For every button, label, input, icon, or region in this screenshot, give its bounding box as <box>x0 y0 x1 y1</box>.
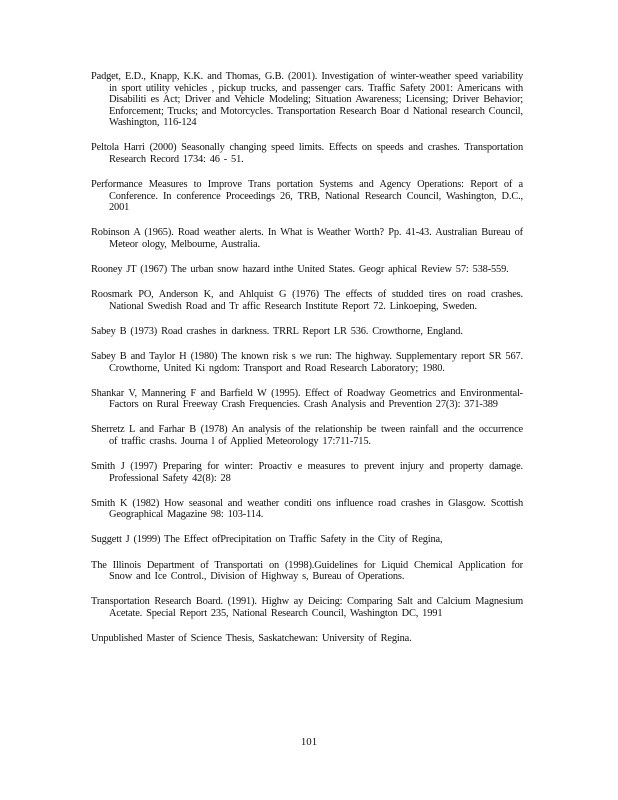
reference-entry: The Illinois Department of Transportati on (1998).Guidelines for Liquid Chemical Application for Snow and Ice Control., Division of Highway s, Bureau of Operations. <box>91 559 523 583</box>
reference-entry: Padget, E.D., Knapp, K.K. and Thomas, G.B. (2001). Investigation of winter-weather speed variability in sport utility vehicles , pickup trucks, and passenger cars. Traffic Safety 2001: Americans with Disabiliti es Act; Driver and Vehicle Modeling; Situation Awareness; Licensing; Driver Behavior; Enforcement; Trucks; and Motorcycles. Transportation Research Boar d National research Council, Washington, 116-124 <box>91 71 523 129</box>
reference-entry: Performance Measures to Improve Trans portation Systems and Agency Operations: Report of a Conference. In conference Proceedings 26, TRB, National Research Council, Washington, D.C., 2001 <box>91 179 523 214</box>
page-number: 101 <box>300 736 318 748</box>
reference-entry: Robinson A (1965). Road weather alerts. In What is Weather Worth? Pp. 41-43. Australian Bureau of Meteor ology, Melbourne, Australia. <box>91 227 523 251</box>
reference-entry: Rooney JT (1967) The urban snow hazard inthe United States. Geogr aphical Review 57: 538-559. <box>91 264 509 276</box>
reference-entry: Shankar V, Mannering F and Barfield W (1995). Effect of Roadway Geometrics and Environmental-Factors on Rural Freeway Crash Frequencies. Crash Analysis and Prevention 27(3): 371-389 <box>91 387 523 411</box>
reference-entry: Suggett J (1999) The Effect ofPrecipitation on Traffic Safety in the City of Regina, <box>91 534 443 546</box>
reference-entry: Smith J (1997) Preparing for winter: Proactiv e measures to prevent injury and property damage. Professional Safety 42(8): 28 <box>91 461 523 484</box>
reference-entry: Sabey B (1973) Road crashes in darkness. TRRL Report LR 536. Crowthorne, England. <box>91 325 463 337</box>
reference-entry: Smith K (1982) How seasonal and weather conditi ons influence road crashes in Glasgow. Scottish Geographical Magazine 98: 103-114. <box>91 497 523 521</box>
reference-entry: Transportation Research Board. (1991). Highw ay Deicing: Comparing Salt and Calcium Magnesium Acetate. Special Report 235, National Research Council, Washington DC, 1991 <box>91 596 523 619</box>
reference-entry: Roosmark PO, Anderson K, and Ahlquist G (1976) The effects of studded tires on road crashes. National Swedish Road and Tr affic Research Institute Report 72. Linkoeping, Sweden. <box>91 289 523 312</box>
reference-list <box>91 71 523 658</box>
reference-entry: Peltola Harri (2000) Seasonally changing speed limits. Effects on speeds and crashes. Transportation Research Record 1734: 46 - 51. <box>91 142 523 166</box>
reference-entry: Unpublished Master of Science Thesis, Saskatchewan: University of Regina. <box>91 632 412 644</box>
reference-entry: Sherretz L and Farhar B (1978) An analysis of the relationship be tween rainfall and the occurrence of traffic crashs. Journa l of Applied Meteorology 17:711-715. <box>91 424 523 447</box>
reference-entry: Sabey B and Taylor H (1980) The known risk s we run: The highway. Supplementary report SR 567. Crowthorne, United Ki ngdom: Transport and Road Research Laboratory; 1980. <box>91 351 523 374</box>
